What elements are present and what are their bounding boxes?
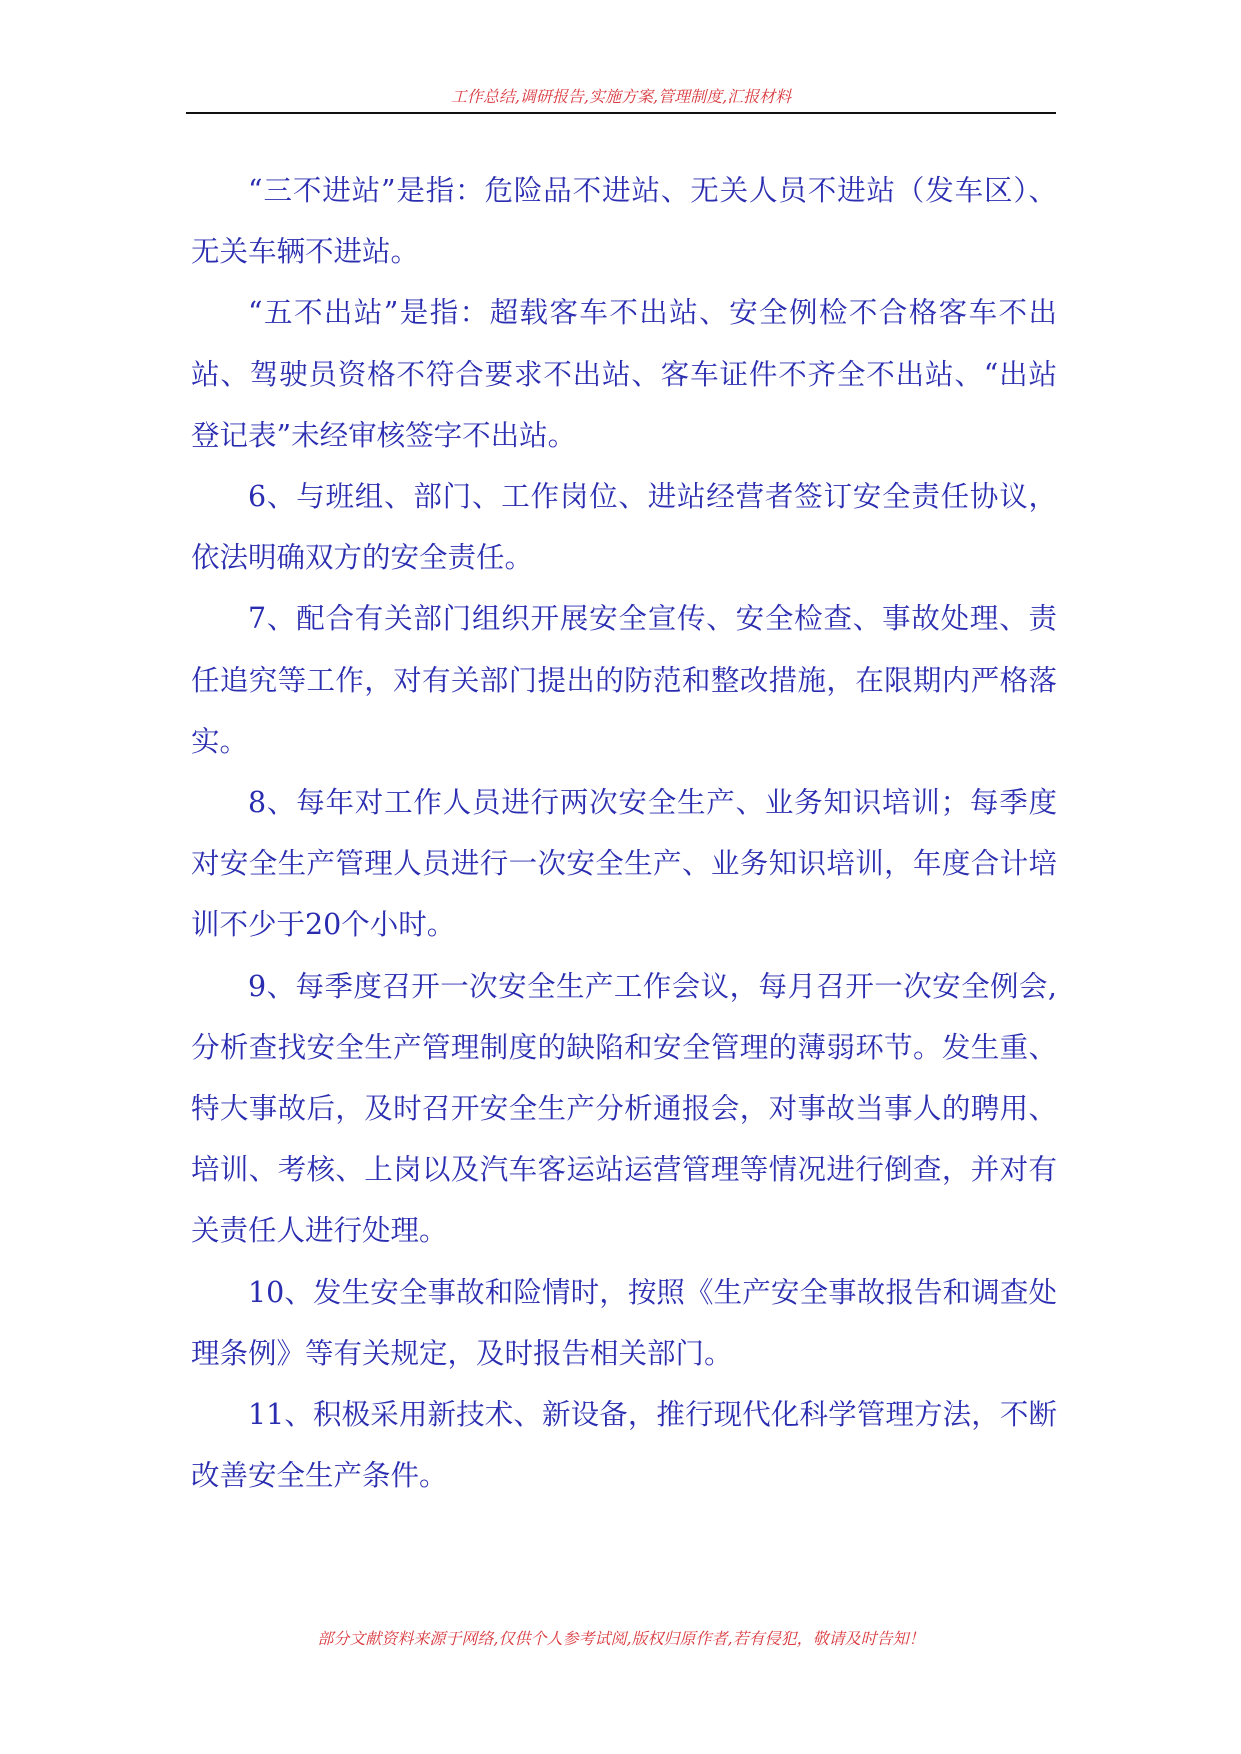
paragraph-item-11: 11、积极采用新技术、新设备，推行现代化科学管理方法，不断改善安全生产条件。 bbox=[191, 1398, 1057, 1493]
paragraph-item-6: 6、与班组、部门、工作岗位、进站经营者签订安全责任协议，依法明确双方的安全责任。 bbox=[191, 480, 1057, 575]
header-divider bbox=[186, 112, 1056, 114]
page-footer: 部分文献资料来源于网络,仅供个人参考试阅,版权归原作者,若有侵犯，敬请及时告知！ bbox=[317, 1629, 925, 1648]
paragraph-item-10: 10、发生安全事故和险情时，按照《生产安全事故报告和调查处理条例》等有关规定，及时报告相关部门。 bbox=[191, 1275, 1057, 1370]
document-body bbox=[191, 160, 1057, 1506]
page-header: 工作总结,调研报告,实施方案,管理制度,汇报材料 bbox=[450, 87, 792, 106]
paragraph-three-no-entry: “三不进站”是指：危险品不进站、无关人员不进站（发车区）、无关车辆不进站。 bbox=[191, 174, 1057, 269]
paragraph-item-7: 7、配合有关部门组织开展安全宣传、安全检查、事故处理、责任追究等工作，对有关部门提出的防范和整改措施，在限期内严格落实。 bbox=[191, 602, 1057, 758]
paragraph-five-no-exit: “五不出站”是指：超载客车不出站、安全例检不合格客车不出站、驾驶员资格不符合要求不出站、客车证件不齐全不出站、“出站登记表”未经审核签字不出站。 bbox=[191, 296, 1057, 452]
paragraph-item-9: 9、每季度召开一次安全生产工作会议，每月召开一次安全例会,分析查找安全生产管理制度的缺陷和安全管理的薄弱环节。发生重、特大事故后，及时召开安全生产分析通报会，对事故当事人的聘用、培训、考核、上岗以及汽车客运站运营管理等情况进行倒查，并对有关责任人进行处理。 bbox=[191, 969, 1057, 1248]
paragraph-item-8: 8、每年对工作人员进行两次安全生产、业务知识培训；每季度对安全生产管理人员进行一次安全生产、业务知识培训，年度合计培训不少于20个小时。 bbox=[191, 786, 1057, 942]
